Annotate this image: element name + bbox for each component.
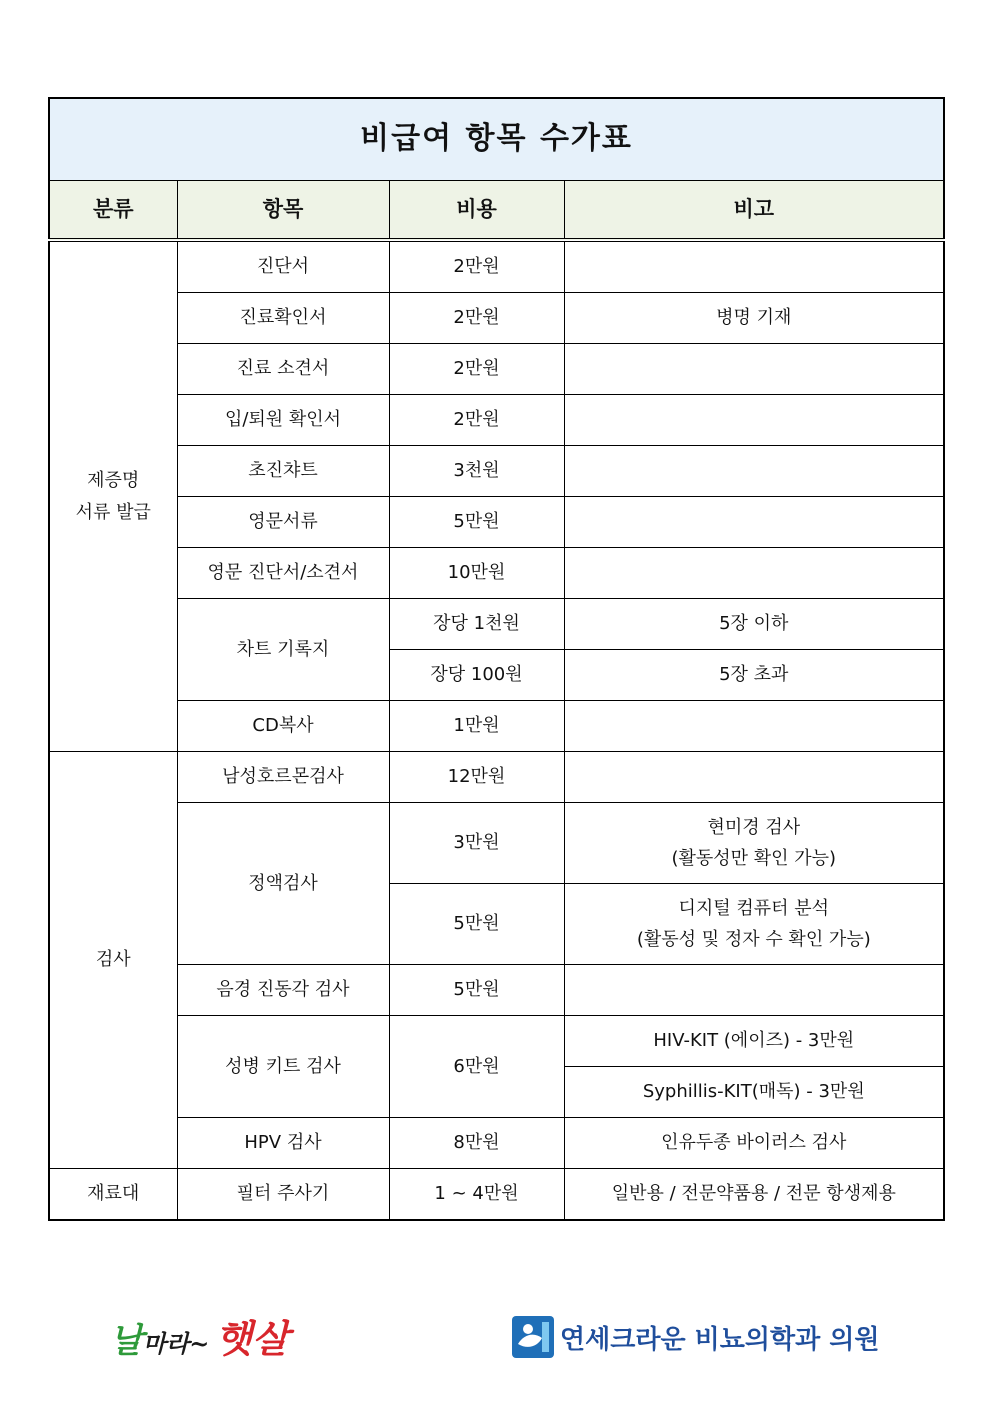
note-line: (활동성 및 정자 수 확인 가능) [636,929,871,950]
note-cell [564,497,944,548]
note-line: 디지털 컴퓨터 분석 [678,897,830,919]
cost-cell: 2만원 [389,240,564,293]
table-row [49,965,944,1016]
fee-table [48,97,945,1221]
note-cell [564,548,944,599]
cost-cell: 5만원 [389,965,564,1016]
note-cell: 병명 기재 [564,293,944,344]
category-docs [49,240,177,752]
col-header-note: 비고 [564,181,944,241]
note-cell [564,803,944,884]
category-docs-line2: 서류 발급 [75,501,151,523]
item-cell: CD복사 [177,701,389,752]
table-row [49,548,944,599]
note-line: (활동성만 확인 가능) [671,848,837,869]
slogan-part3: 햇살 [215,1316,289,1361]
table-row [49,293,944,344]
item-cell: 진료확인서 [177,293,389,344]
note-cell [564,395,944,446]
title-row [49,98,944,181]
col-header-category: 분류 [49,181,177,241]
table-row [49,1016,944,1067]
table-row [49,701,944,752]
cost-cell: 5만원 [389,884,564,965]
note-cell [564,884,944,965]
note-cell [564,752,944,803]
note-cell: Syphillis-KIT(매독) - 3만원 [564,1067,944,1118]
note-cell: HIV-KIT (에이즈) - 3만원 [564,1016,944,1067]
header-row [49,181,944,241]
cost-cell: 5만원 [389,497,564,548]
note-cell: 5장 초과 [564,650,944,701]
cost-cell: 2만원 [389,395,564,446]
table-row [49,803,944,884]
note-cell [564,965,944,1016]
cost-cell: 장당 100원 [389,650,564,701]
table-row [49,395,944,446]
item-cell: HPV 검사 [177,1118,389,1169]
note-line: 현미경 검사 [707,816,801,838]
col-header-cost: 비용 [389,181,564,241]
item-cell: 필터 주사기 [177,1169,389,1221]
table-row [49,599,944,650]
item-cell: 남성호르몬검사 [177,752,389,803]
note-cell: 인유두종 바이러스 검사 [564,1118,944,1169]
note-cell [564,446,944,497]
table-row [49,240,944,293]
table-row [49,1118,944,1169]
cost-cell: 10만원 [389,548,564,599]
item-cell: 진단서 [177,240,389,293]
table-row [49,344,944,395]
cost-cell: 6만원 [389,1016,564,1118]
category-docs-line1: 제증명 [87,470,140,491]
item-cell: 정액검사 [177,803,389,965]
table-row [49,446,944,497]
table-row [49,752,944,803]
clinic-logo [512,1316,892,1358]
cost-cell: 2만원 [389,344,564,395]
item-cell: 초진챠트 [177,446,389,497]
note-cell [564,701,944,752]
cost-cell: 12만원 [389,752,564,803]
col-header-item: 항목 [177,181,389,241]
table-row [49,1169,944,1221]
item-cell: 성병 키트 검사 [177,1016,389,1118]
category-material: 재료대 [49,1169,177,1221]
note-cell [564,344,944,395]
slogan-logo [110,1308,350,1364]
item-cell: 음경 진동각 검사 [177,965,389,1016]
page-title: 비급여 항목 수가표 [49,98,944,181]
table-row [49,497,944,548]
note-cell: 일반용 / 전문약품용 / 전문 항생제용 [564,1169,944,1221]
item-cell: 영문서류 [177,497,389,548]
item-cell: 차트 기록지 [177,599,389,701]
item-cell: 영문 진단서/소견서 [177,548,389,599]
slogan-part1: 날 [110,1321,143,1361]
item-cell: 입/퇴원 확인서 [177,395,389,446]
cost-cell: 1 ~ 4만원 [389,1169,564,1221]
cost-cell: 1만원 [389,701,564,752]
item-cell: 진료 소견서 [177,344,389,395]
slogan-part2: 마라~ [142,1329,210,1358]
cost-cell: 장당 1천원 [389,599,564,650]
cost-cell: 2만원 [389,293,564,344]
category-tests: 검사 [49,752,177,1169]
note-cell: 5장 이하 [564,599,944,650]
note-cell [564,240,944,293]
cost-cell: 3만원 [389,803,564,884]
cost-cell: 3천원 [389,446,564,497]
clinic-logo-icon [512,1316,554,1358]
clinic-name: 연세크라운 비뇨의학과 의원 [560,1324,880,1355]
cost-cell: 8만원 [389,1118,564,1169]
